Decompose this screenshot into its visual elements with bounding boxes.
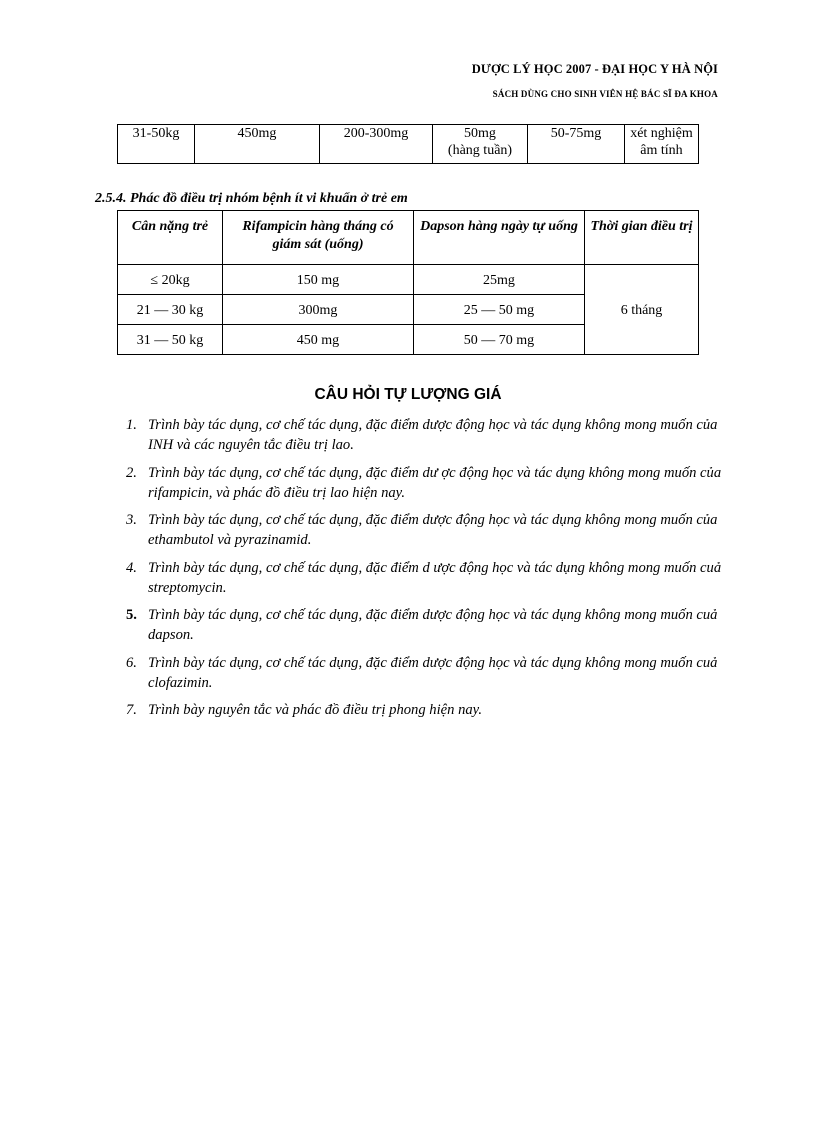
table-cell: 450 mg: [223, 325, 414, 355]
column-header: Thời gian điều trị: [585, 211, 699, 265]
table-cell: 450mg: [195, 125, 320, 164]
table-cell: [625, 125, 699, 164]
list-item: [126, 558, 726, 598]
item-text: Trình bày tác dụng, cơ chế tác dụng, đặc điểm dược động học và tác dụng không mong muốn cuả dapson.: [148, 607, 718, 643]
dosage-table-children: [117, 210, 699, 355]
cell-line: xét nghiệm: [630, 126, 693, 141]
questions-title: CÂU HỎI TỰ LƯỢNG GIÁ: [314, 386, 502, 403]
item-number: 2.: [126, 464, 137, 481]
column-header: Dapson hàng ngày tự uống: [414, 211, 585, 265]
table-cell: 300mg: [223, 295, 414, 325]
table-cell: 25mg: [414, 265, 585, 295]
table-row: [118, 125, 699, 164]
dosage-table-adult: [117, 124, 699, 164]
item-number: 1.: [126, 417, 137, 433]
table-cell: ≤ 20kg: [118, 265, 223, 295]
item-text: Trình bày tác dụng, cơ chế tác dụng, đặc điểm dược động học và tác dụng không mong muốn của ethambutol và pyrazinamid.: [148, 512, 718, 548]
table-cell: 50-75mg: [528, 125, 625, 164]
table-header-row: [118, 211, 699, 265]
cell-line: (hàng tuần): [447, 143, 513, 158]
item-text: Trình bày tác dụng, cơ chế tác dụng, đặc điểm dược động học và tác dụng không mong muốn của INH và các nguyên tắc điều trị lao.: [148, 417, 718, 453]
duration-cell: 6 tháng: [585, 265, 699, 355]
item-text: Trình bày nguyên tắc và phác đồ điều trị phong hiện nay.: [148, 702, 482, 718]
question-list: [126, 415, 726, 728]
table-cell: 31 — 50 kg: [118, 325, 223, 355]
table-row: [118, 265, 699, 295]
list-item: [126, 463, 726, 503]
cell-line: âm tính: [640, 143, 683, 158]
item-number: 6.: [126, 654, 137, 671]
list-item: [126, 415, 726, 455]
column-header: Cân nặng trẻ: [118, 211, 223, 265]
table-cell: 50 — 70 mg: [414, 325, 585, 355]
item-number: 3.: [126, 512, 137, 528]
list-item: [126, 653, 726, 693]
table-cell: 200-300mg: [320, 125, 433, 164]
list-item: [126, 605, 726, 645]
header-title: DƯỢC LÝ HỌC 2007 - ĐẠI HỌC Y HÀ NỘI: [471, 62, 718, 76]
header-subtitle: SÁCH DÙNG CHO SINH VIÊN HỆ BÁC SĨ ĐA KHOA: [492, 89, 718, 99]
item-text: Trình bày tác dụng, cơ chế tác dụng, đặc điểm d ược động học và tác dụng không mong muốn cuả streptomycin.: [148, 559, 722, 596]
list-item: [126, 510, 726, 550]
column-header: Rifampicin hàng tháng có giám sát (uống): [223, 211, 414, 265]
item-number: 7.: [126, 702, 137, 718]
table-cell: 25 — 50 mg: [414, 295, 585, 325]
table-cell: [433, 125, 528, 164]
section-heading: 2.5.4. Phác đồ điều trị nhóm bệnh ít vi khuẩn ở trẻ em: [95, 191, 408, 206]
cell-line: 50mg: [464, 126, 496, 141]
item-text: Trình bày tác dụng, cơ chế tác dụng, đặc điểm dư ợc động học và tác dụng không mong muốn của rifampicin, và phác đồ điều trị lao hiện nay.: [148, 464, 722, 501]
item-number: 4.: [126, 559, 137, 576]
item-number: 5.: [126, 607, 137, 623]
table-cell: 150 mg: [223, 265, 414, 295]
table-cell: 31-50kg: [118, 125, 195, 164]
list-item: [126, 700, 726, 720]
table-cell: 21 — 30 kg: [118, 295, 223, 325]
item-text: Trình bày tác dụng, cơ chế tác dụng, đặc điểm dược động học và tác dụng không mong muốn cuả clofazimin.: [148, 654, 718, 691]
